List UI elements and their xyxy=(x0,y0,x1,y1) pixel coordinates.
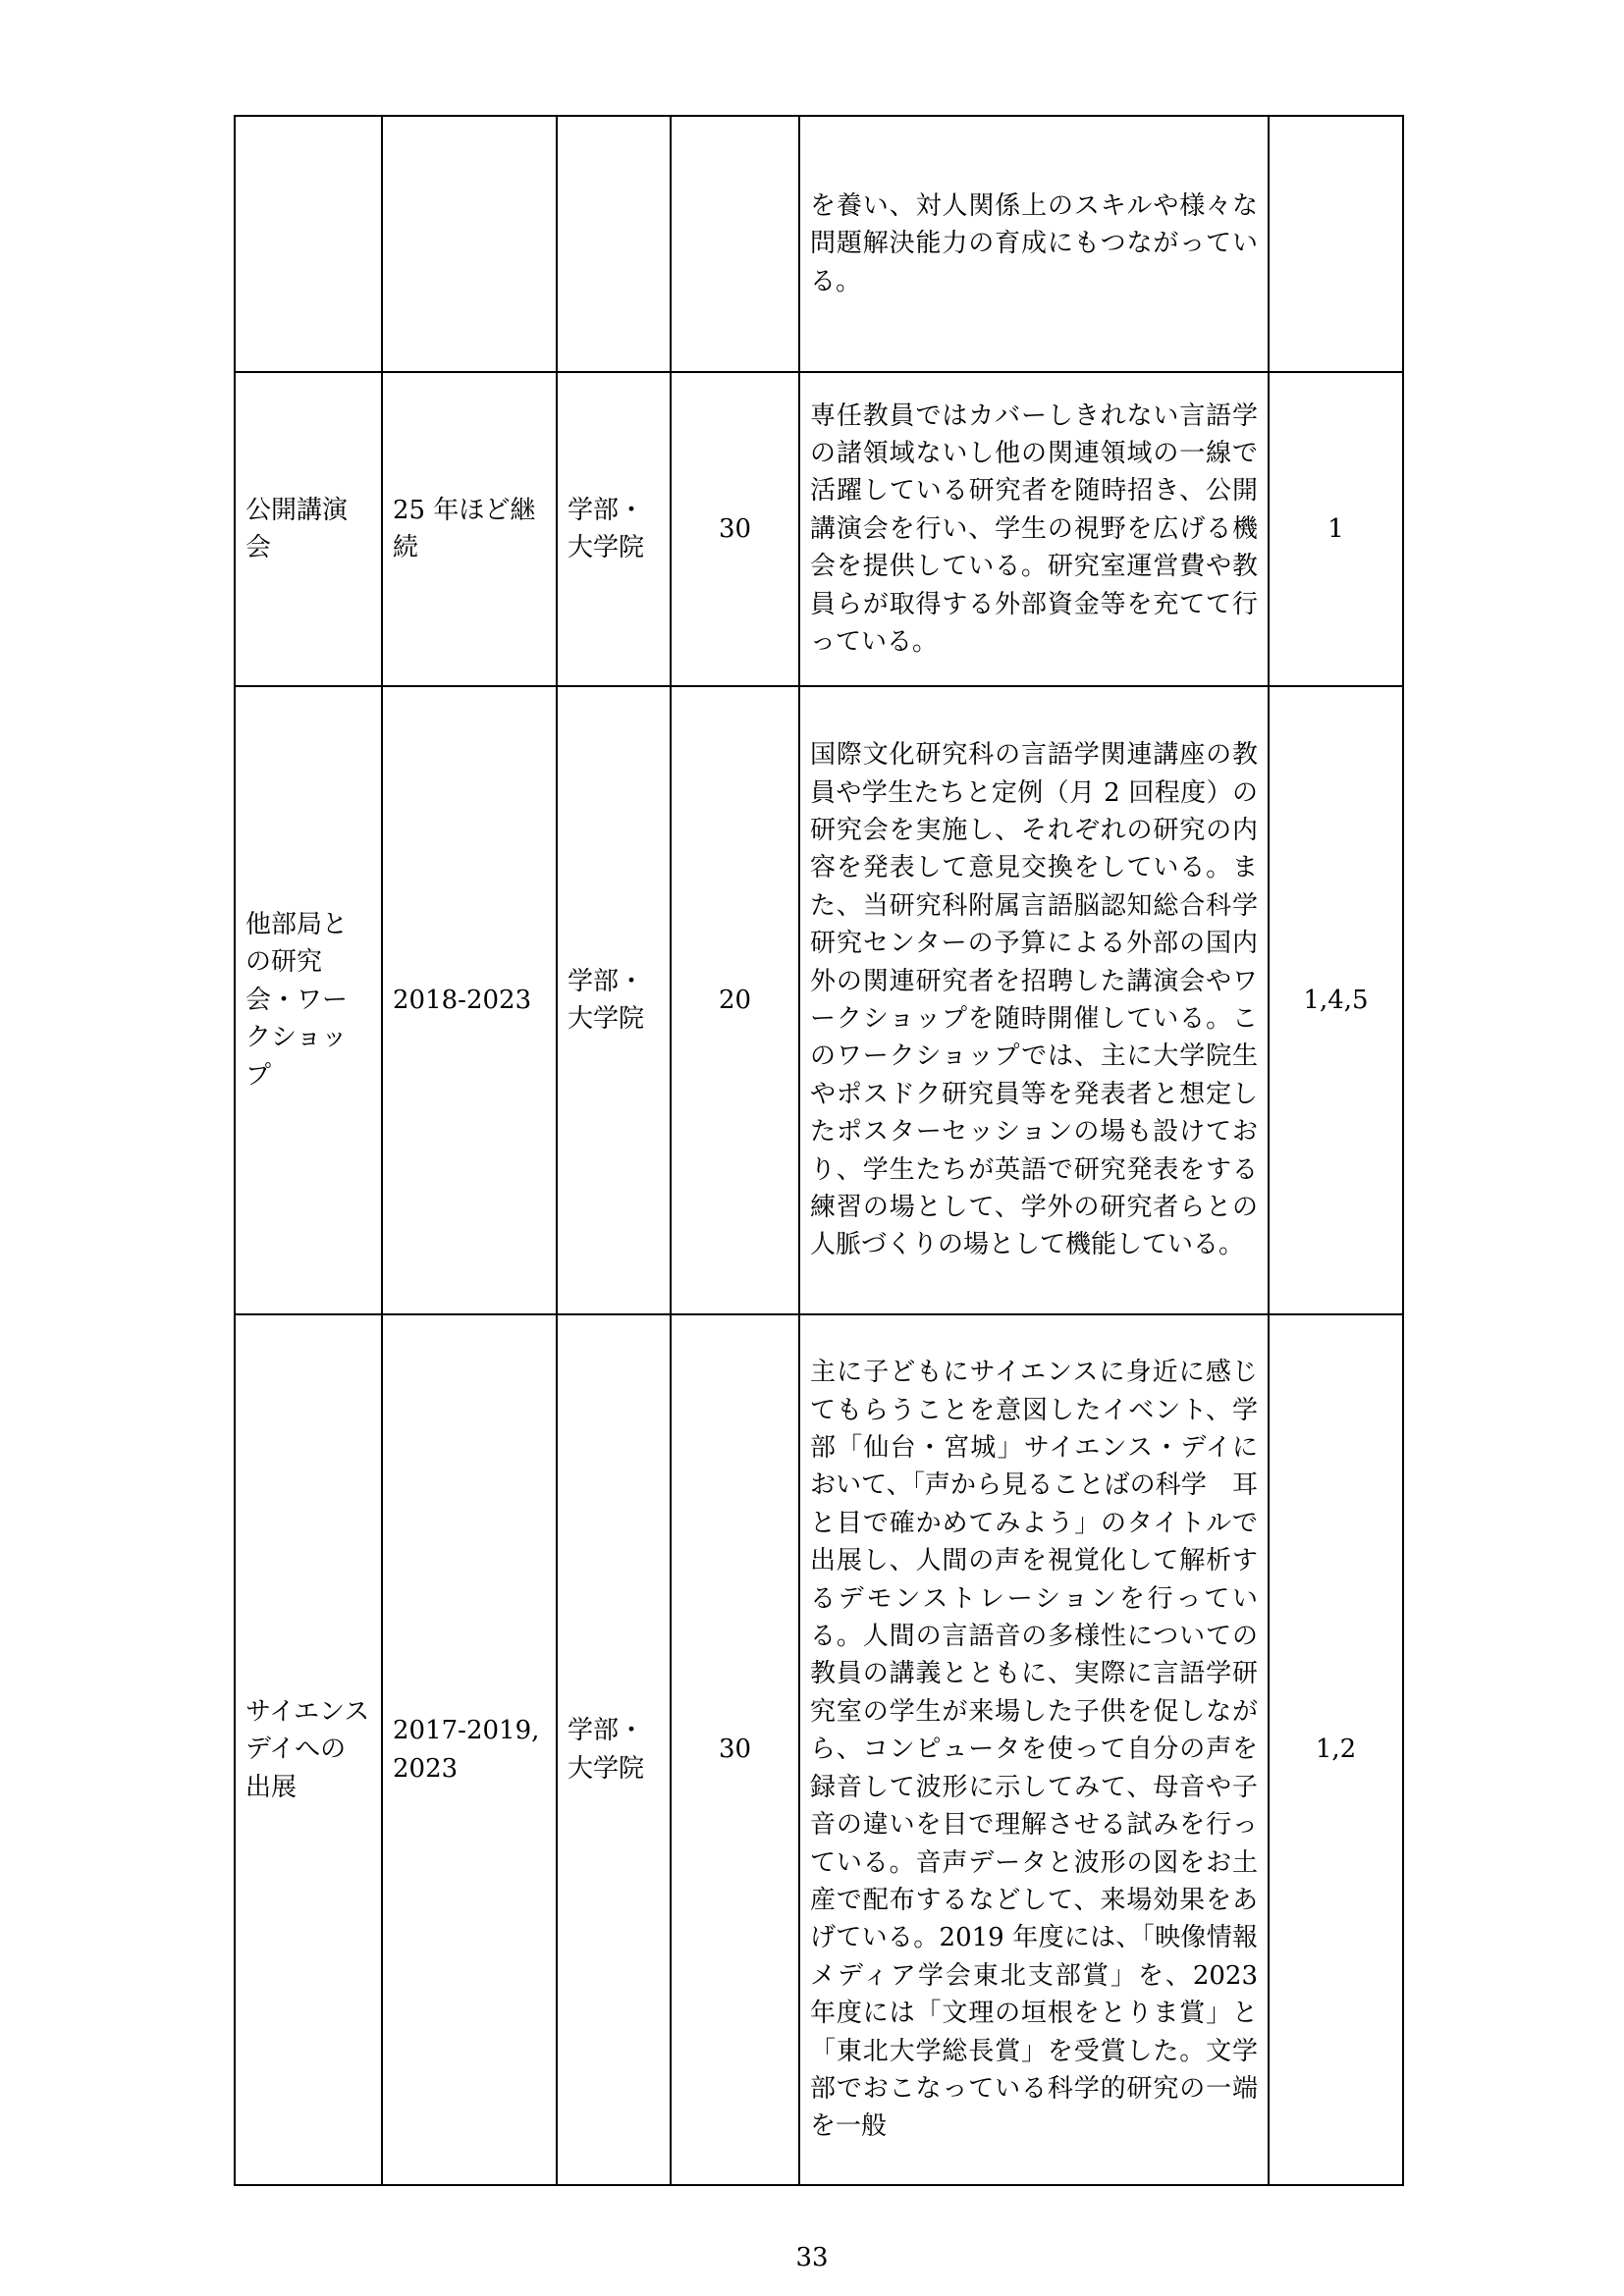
participants-cell: 30 xyxy=(671,372,799,686)
table-row xyxy=(235,372,1403,686)
table-row xyxy=(235,116,1403,372)
page-number: 33 xyxy=(795,2243,829,2272)
reference-cell: 1 xyxy=(1269,372,1403,686)
target-cell: 学部・大学院 xyxy=(557,686,671,1314)
activity-name-cell: 公開講演会 xyxy=(235,372,382,686)
description-cell: 国際文化研究科の言語学関連講座の教員や学生たちと定例（月 2 回程度）の研究会を実施し、それぞれの研究の内容を発表して意見交換をしている。また、当研究科附属言語脳認知総合科学研究センターの予算による外部の国内外の関連研究者を招聘した講演会やワークショップを随時開催している。このワークショップでは、主に大学院生やポスドク研究員等を発表者と想定したポスターセッションの場も設けており、学生たちが英語で研究発表をする練習の場として、学外の研究者らとの人脈づくりの場として機能している。 xyxy=(799,686,1269,1314)
description-cell: を養い、対人関係上のスキルや様々な問題解決能力の育成にもつながっている。 xyxy=(799,116,1269,372)
period-cell xyxy=(382,116,557,372)
period-cell: 2018-2023 xyxy=(382,686,557,1314)
target-cell: 学部・大学院 xyxy=(557,1314,671,2185)
table-row xyxy=(235,686,1403,1314)
reference-cell: 1,2 xyxy=(1269,1314,1403,2185)
participants-cell: 30 xyxy=(671,1314,799,2185)
period-cell: 25 年ほど継続 xyxy=(382,372,557,686)
activities-table xyxy=(234,115,1404,2186)
description-cell: 専任教員ではカバーしきれない言語学の諸領域ないし他の関連領域の一線で活躍している研究者を随時招き、公開講演会を行い、学生の視野を広げる機会を提供している。研究室運営費や教員らが取得する外部資金等を充てて行っている。 xyxy=(799,372,1269,686)
reference-cell xyxy=(1269,116,1403,372)
target-cell: 学部・大学院 xyxy=(557,372,671,686)
activity-name-cell: サイエンスデイへの出展 xyxy=(235,1314,382,2185)
activity-name-cell xyxy=(235,116,382,372)
reference-cell: 1,4,5 xyxy=(1269,686,1403,1314)
period-cell: 2017-2019, 2023 xyxy=(382,1314,557,2185)
description-cell: 主に子どもにサイエンスに身近に感じてもらうことを意図したイベント、学部「仙台・宮城」サイエンス・デイにおいて、「声から見ることばの科学 耳と目で確かめてみよう」のタイトルで出展し、人間の声を視覚化して解析するデモンストレーションを行っている。人間の言語音の多様性についての教員の講義とともに、実際に言語学研究室の学生が来場した子供を促しながら、コンピュータを使って自分の声を録音して波形に示してみて、母音や子音の違いを目で理解させる試みを行っている。音声データと波形の図をお土産で配布するなどして、来場効果をあげている。2019 年度には、「映像情報メディア学会東北支部賞」を、2023 年度には「文理の垣根をとりま賞」と「東北大学総長賞」を受賞した。文学部でおこなっている科学的研究の一端を一般 xyxy=(799,1314,1269,2185)
activity-name-cell: 他部局との研究会・ワークショップ xyxy=(235,686,382,1314)
table-row xyxy=(235,1314,1403,2185)
participants-cell: 20 xyxy=(671,686,799,1314)
participants-cell xyxy=(671,116,799,372)
target-cell xyxy=(557,116,671,372)
